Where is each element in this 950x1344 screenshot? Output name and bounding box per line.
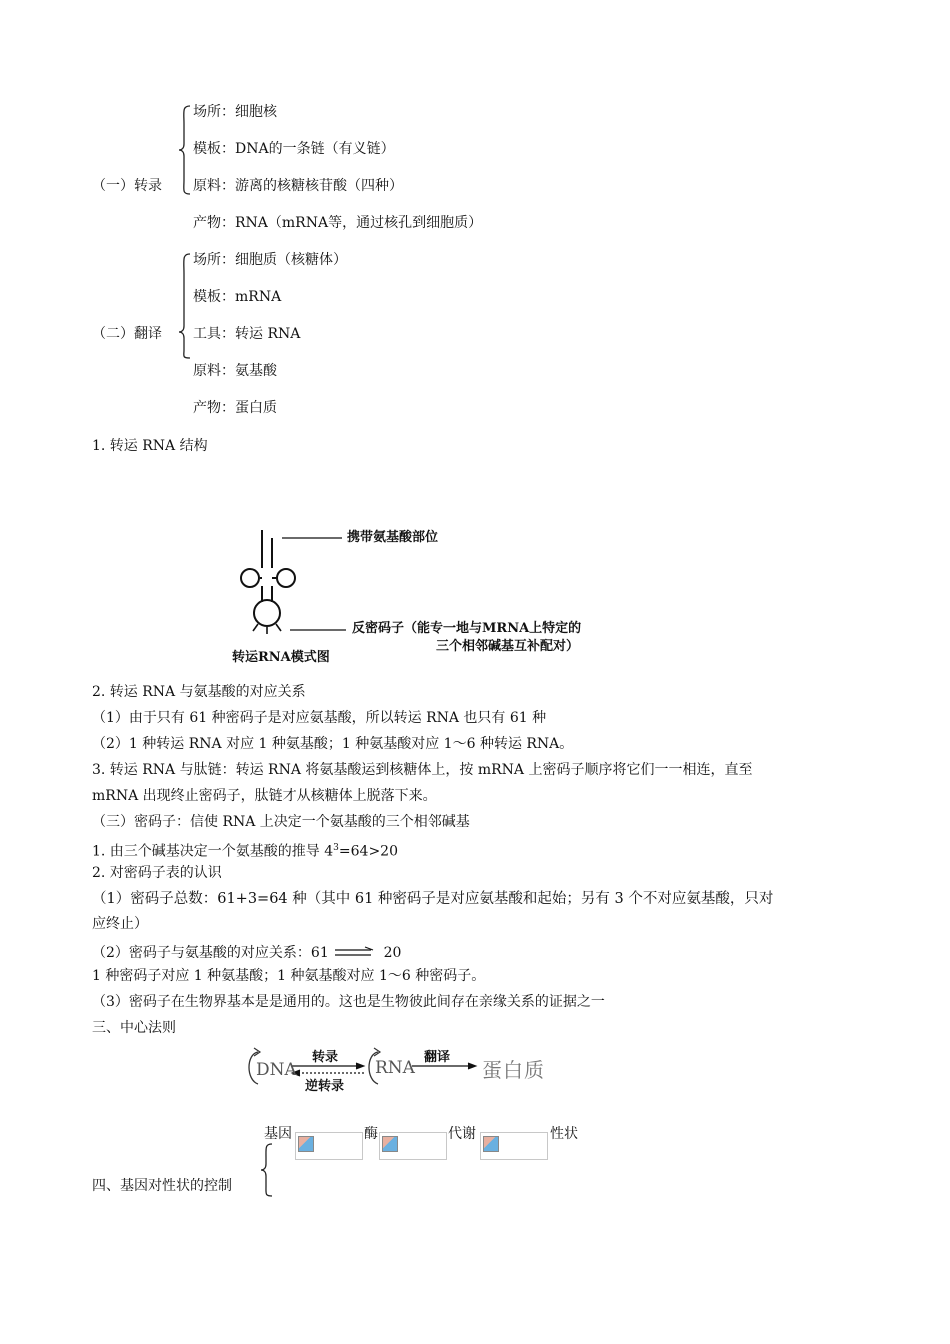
central-dogma-heading: 三、中心法则 [92,1020,176,1036]
paragraph: 3. 转运 RNA 与肽链：转运 RNA 将氨基酸运到核糖体上，按 mRNA 上密码子顺序将它们一一相连，直至 [92,762,753,778]
dogma-protein: 蛋白质 [482,1058,545,1082]
paragraph: （2）1 种转运 RNA 对应 1 种氨基酸；1 种氨基酸对应 1～6 种转运 RNA。 [92,736,574,752]
codon-total: （1）密码子总数：61+3=64 种（其中 61 种密码子是对应氨基酸和起始；另有 3 个不对应氨基酸，只对 [92,891,774,907]
trait-label: 性状 [550,1126,578,1142]
trna-heading: 1. 转运 RNA 结构 [92,438,208,454]
translation-brace [178,252,192,362]
missing-image-placeholder [295,1132,363,1160]
trna-label-lines [280,536,350,636]
gene-control-heading: 四、基因对性状的控制 [92,1178,232,1194]
transcription-brace [178,104,192,196]
transcription-item: 场所：细胞核 [193,104,277,120]
paragraph: mRNA 出现终止密码子，肽链才从核糖体上脱落下来。 [92,788,437,804]
dogma-transcription: 转录 [312,1050,339,1065]
codon-universal: （3）密码子在生物界基本是是通用的。这也是生物彼此间存在亲缘关系的证据之一 [92,994,605,1010]
translation-item: 模板：mRNA [193,289,282,305]
missing-image-placeholder [379,1132,447,1160]
missing-image-placeholder [480,1132,548,1160]
dogma-translation: 翻译 [424,1050,451,1065]
trna-label-anticodon: 三个相邻碱基互补配对） [436,639,580,654]
equilibrium-arrow-icon [333,947,375,959]
codon-relation: （2）密码子与氨基酸的对应关系：61 20 [92,945,402,961]
paragraph: （三）密码子：信使 RNA 上决定一个氨基酸的三个相邻碱基 [92,814,470,830]
trna-label-anticodon: 反密码子（能专一地与MRNA上特定的 [352,621,582,636]
broken-image-icon [298,1136,314,1152]
trna-caption: 转运RNA模式图 [232,650,330,665]
gene-control-brace [260,1142,274,1198]
transcription-item: 产物：RNA（mRNA等，通过核孔到细胞质） [193,215,483,231]
gene-label: 基因 [264,1126,292,1142]
translation-item: 产物：蛋白质 [193,400,277,416]
exponent: 3 [333,843,339,853]
codon-deduction: 1. 由三个碱基决定一个氨基酸的推导 $4^3=64>20$ [92,843,398,860]
dogma-rna: RNA [375,1058,415,1078]
transcription-item: 模板：DNA的一条链（有义链） [193,141,395,157]
trna-label-top: 携带氨基酸部位 [347,530,439,545]
codon-total: 应终止） [92,916,148,932]
transcription-label: （一）转录 [92,178,162,194]
dogma-dna: DNA [256,1060,297,1080]
paragraph: （1）由于只有 61 种密码子是对应氨基酸，所以转运 RNA 也只有 61 种 [92,710,547,726]
translation-item: 原料：氨基酸 [193,363,277,379]
paragraph: 2. 转运 RNA 与氨基酸的对应关系 [92,684,306,700]
translation-item: 工具：转运 RNA [193,326,301,342]
codon-table-heading: 2. 对密码子表的认识 [92,865,222,881]
translation-item: 场所：细胞质（核糖体） [193,252,347,268]
codon-relation-detail: 1 种密码子对应 1 种氨基酸；1 种氨基酸对应 1～6 种密码子。 [92,968,486,984]
broken-image-icon [382,1136,398,1152]
broken-image-icon [483,1136,499,1152]
transcription-item: 原料：游离的核糖核苷酸（四种） [193,178,403,194]
enzyme-label: 酶 [364,1126,378,1142]
metabolism-label: 代谢 [448,1126,476,1142]
dogma-reverse-transcription: 逆转录 [305,1079,345,1094]
translation-label: （二）翻译 [92,326,162,342]
